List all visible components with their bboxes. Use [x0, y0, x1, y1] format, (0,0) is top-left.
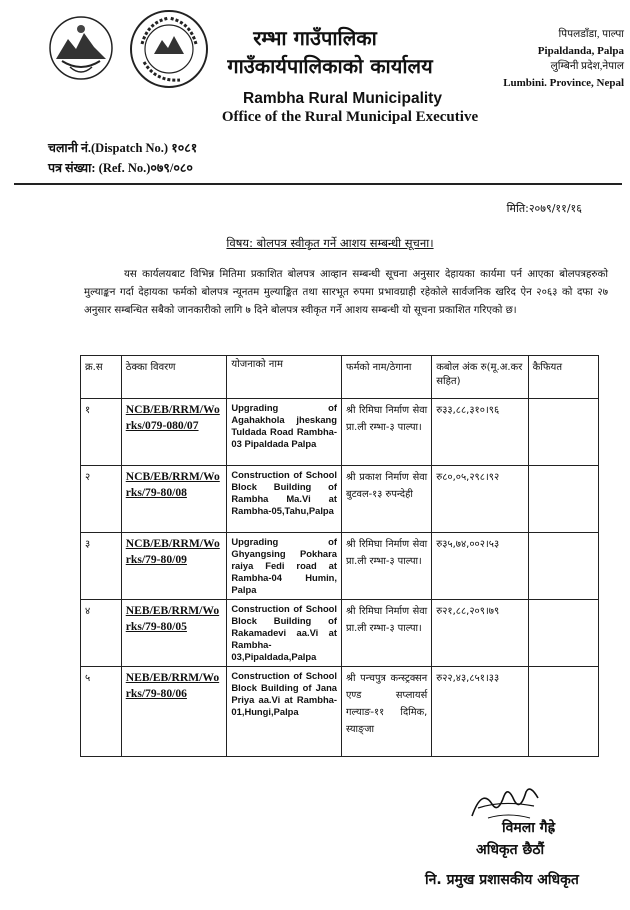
header-amount: कबोल अंक रु(मू.अ.कर सहित) [432, 356, 528, 399]
cell-remarks [528, 466, 598, 533]
office-name-english-line2: Office of the Rural Municipal Executive [221, 109, 479, 125]
cell-project: Upgrading of Agahakhola jheskang Tuldada Road Rambha-03 Pipaldada Palpa [227, 399, 342, 466]
cell-serial: २ [81, 466, 122, 533]
cell-serial: ४ [81, 600, 122, 667]
signatory-name: विमला गैह्रे [502, 820, 556, 836]
cell-firm: श्री रिमिघा निर्माण सेवा प्रा.ली रम्भा-३ पाल्पा। [342, 533, 432, 600]
notice-subject: विषय: बोलपत्र स्वीकृत गर्ने आशय सम्बन्धी सूचना। [226, 236, 434, 250]
cell-remarks [528, 667, 598, 757]
table-row [81, 399, 599, 466]
cell-project: Construction of School Block Building of Rakamadevi aa.Vi at Rambha-03,Pipaldada,Palpa [227, 600, 342, 667]
cell-amount: रु२२,४३,८५१।३३ [432, 667, 528, 757]
cell-remarks [528, 600, 598, 667]
cell-amount: रु३५,७४,००२।५३ [432, 533, 528, 600]
handwritten-signature [468, 778, 548, 822]
cell-remarks [528, 399, 598, 466]
table-header-row [81, 356, 599, 399]
cell-project: Construction of School Block Building of Rambha Ma.Vi at Rambha-05,Tahu,Palpa [227, 466, 342, 533]
cell-contract: NCB/EB/RRM/Works/079-080/07 [121, 399, 227, 466]
dispatch-block [48, 138, 197, 178]
address-english-line1: Pipaldanda, Palpa [537, 45, 624, 57]
office-name-english-line1: Rambha Rural Municipality [243, 90, 442, 107]
table-row [81, 667, 599, 757]
cell-contract: NCB/EB/RRM/Works/79-80/09 [121, 533, 227, 600]
signatory-office: नि. प्रमुख प्रशासकीय अधिकृत [425, 872, 579, 888]
cell-amount: रु८०,०५,२९८।९२ [432, 466, 528, 533]
office-address [503, 27, 624, 91]
table-row [81, 466, 599, 533]
cell-amount: रु२१,८८,२०९।७९ [432, 600, 528, 667]
cell-amount: रु३३,८८,३१०।९६ [432, 399, 528, 466]
tender-table [80, 355, 599, 757]
header-firm: फर्मको नाम/ठेगाना [342, 356, 432, 399]
cell-firm: श्री रिमिघा निर्माण सेवा प्रा.ली रम्भा-३ पाल्पा। [342, 600, 432, 667]
table-row [81, 533, 599, 600]
address-nepali-line2: लुम्बिनी प्रदेश,नेपाल [550, 61, 624, 72]
header-remarks: कैफियत [528, 356, 598, 399]
reference-number: पत्र संख्या: (Ref. No.)०७९/०८० [48, 161, 193, 175]
cell-contract: NEB/EB/RRM/Works/79-80/05 [121, 600, 227, 667]
office-name-nepali-line2: गाउँकार्यपालिकाको कार्यालय [227, 54, 433, 78]
office-name-nepali-line1: रम्भा गाउँपालिका [253, 26, 377, 50]
table-row [81, 600, 599, 667]
cell-contract: NCB/EB/RRM/Works/79-80/08 [121, 466, 227, 533]
notice-date: मिति:२०७९/११/१६ [506, 202, 582, 215]
address-nepali-line1: पिपलडाँडा, पाल्पा [558, 29, 624, 40]
cell-firm: श्री पन्चपुत्र कन्स्ट्रक्सन एण्ड सप्लायर्स गल्याङ-११ दिमिक, स्याङ्जा [342, 667, 432, 757]
cell-firm: श्री प्रकाश निर्माण सेवा बुटवल-१३ रुपन्देही [342, 466, 432, 533]
dispatch-number: चलानी नं.(Dispatch No.) १०८१ [48, 141, 198, 155]
cell-serial: १ [81, 399, 122, 466]
cell-firm: श्री रिमिघा निर्माण सेवा प्रा.ली रम्भा-३ पाल्पा। [342, 399, 432, 466]
cell-serial: ५ [81, 667, 122, 757]
header-project: योजनाको नाम [227, 356, 342, 399]
signatory-role: अधिकृत छैठौं [476, 842, 545, 858]
address-english-line2: Lumbini. Province, Nepal [503, 77, 624, 89]
header-contract: ठेक्का विवरण [121, 356, 227, 399]
cell-project: Upgrading of Ghyangsing Pokhara raiya Fedi road at Rambha-04 Humin, Palpa [227, 533, 342, 600]
cell-contract: NEB/EB/RRM/Works/79-80/06 [121, 667, 227, 757]
cell-project: Construction of School Block Building of Jana Priya aa.Vi at Rambha-01,Hungi,Palpa [227, 667, 342, 757]
cell-serial: ३ [81, 533, 122, 600]
cell-remarks [528, 533, 598, 600]
header-divider [14, 183, 622, 185]
header-serial: क्र.स [81, 356, 122, 399]
notice-body: यस कार्यलयबाट विभिन्न मितिमा प्रकाशित बोलपत्र आव्हान सम्बन्धी सूचना अनुसार देहायका कार्यमा पर्न आएका बोलपत्रहरुको मुल्याङ्कन गर्दा देहायका फर्मको बोलपत्र न्यूनतम मुल्याङ्कित तथा सारभूत रुपमा प्रभावग्राही रहेकोले सार्वजनिक खरिद ऐन २०६३ को दफा २७ अनुसार सम्बन्धित सबैको जानकारीको लागि ७ दिने बोलपत्र स्वीकृत गर्ने आशय सम्बन्धी यो सूचना प्रकाशित गरिएको छ। [84, 269, 608, 316]
